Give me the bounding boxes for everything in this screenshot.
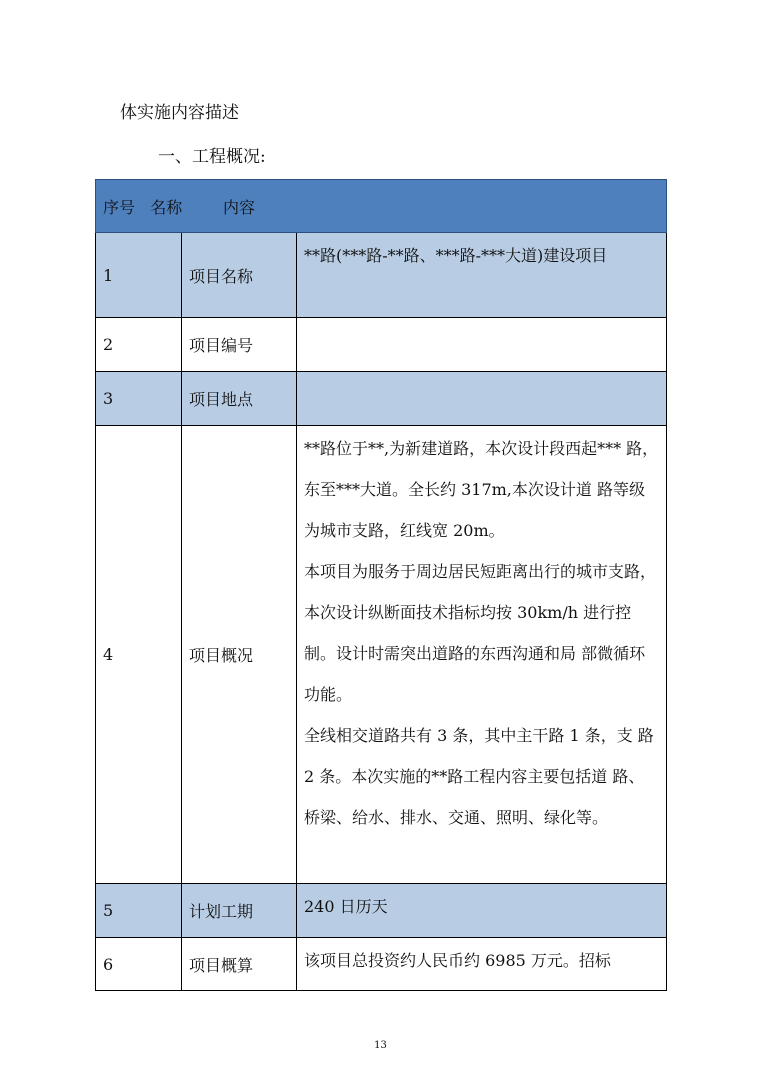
subsection-title: 一、工程概况: [158, 147, 266, 167]
row-number: 6 [96, 938, 182, 991]
table-row [96, 426, 667, 884]
row-name: 项目编号 [182, 318, 297, 372]
table-header-text: 序号 名称 内容 [103, 197, 255, 217]
row-name: 计划工期 [182, 884, 297, 938]
row-number: 2 [96, 318, 182, 372]
row-content [297, 318, 667, 372]
page-number: 13 [374, 1040, 387, 1051]
table-header-row [96, 180, 667, 233]
overview-paragraph: 全线相交道路共有 3 条，其中主干路 1 条，支 路 2 条。本次实施的**路工程内容主要包括道 路、桥梁、给水、排水、交通、照明、绿化等。 [304, 726, 654, 827]
row-number: 1 [96, 233, 182, 318]
section-title: 体实施内容描述 [120, 103, 239, 123]
row-number: 5 [96, 884, 182, 938]
row-name: 项目概况 [182, 426, 297, 884]
overview-paragraph: **路位于**,为新建道路，本次设计段西起*** 路，东至***大道。全长约 317m,本次设计道 路等级为城市支路，红线宽 20m。 [304, 439, 659, 540]
row-content: 该项目总投资约人民币约 6985 万元。招标 [297, 938, 667, 991]
table-row [96, 884, 667, 938]
table-row [96, 372, 667, 426]
row-number: 3 [96, 372, 182, 426]
table-row [96, 318, 667, 372]
row-name: 项目名称 [182, 233, 297, 318]
row-content: **路(***路-**路、***路-***大道)建设项目 [297, 233, 667, 318]
table-header-cell [96, 180, 667, 233]
overview-paragraph: 本项目为服务于周边居民短距离出行的城市支路，本次设计纵断面技术指标均按 30km/h 进行控制。设计时需突出道路的东西沟通和局 部微循环功能。 [304, 562, 657, 704]
row-name: 项目地点 [182, 372, 297, 426]
row-content: 240 日历天 [297, 884, 667, 938]
table-row [96, 233, 667, 318]
row-content [297, 426, 667, 884]
row-name: 项目概算 [182, 938, 297, 991]
table-row [96, 938, 667, 991]
row-content [297, 372, 667, 426]
project-overview-table [95, 179, 667, 991]
row-number: 4 [96, 426, 182, 884]
